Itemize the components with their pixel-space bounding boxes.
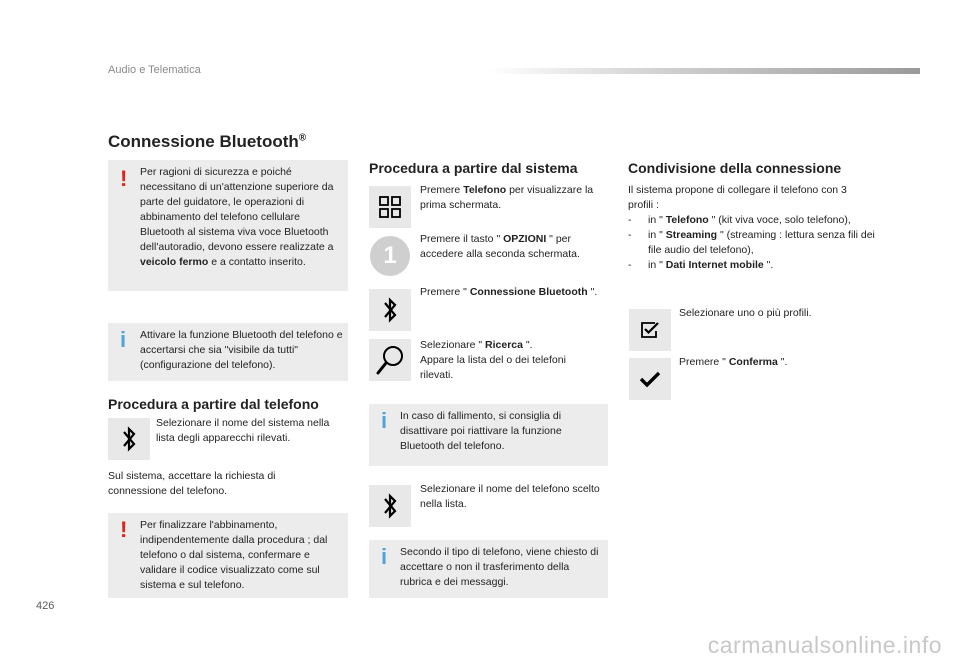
watermark: carmanualsonline.info — [707, 632, 942, 658]
profile-text-part: in " — [648, 214, 666, 226]
info-mark: i — [381, 408, 388, 433]
step-text-bold: OPZIONI — [503, 233, 547, 245]
info-text: Secondo il tipo di telefono, viene chiesto di accettare o non il trasferimento della rubrica e dei messaggi. — [400, 546, 599, 588]
header-rule — [488, 68, 920, 74]
step-text-bold: Connessione Bluetooth — [469, 286, 588, 298]
info-box-failure — [369, 404, 608, 466]
system-procedure-title: Procedura a partire dal sistema — [369, 160, 578, 176]
step-text-part: Premere " — [420, 286, 470, 298]
step-text-part: ". — [522, 339, 533, 351]
system-step2-text — [420, 232, 605, 262]
phone-procedure-title: Procedura a partire dal telefono — [108, 396, 319, 412]
info-mark: i — [381, 544, 388, 569]
profile-text — [648, 213, 851, 228]
info-text: In caso di fallimento, si consiglia di disattivare poi riattivare la funzione Bluetooth del telefono. — [400, 410, 562, 452]
profile-text — [648, 228, 878, 258]
page-title — [108, 132, 306, 152]
bluetooth-tile — [369, 485, 411, 527]
profile-item — [628, 258, 878, 273]
profile-text-part: in " — [648, 259, 666, 271]
share-intro-text: Il sistema propone di collegare il telefono con 3 profili : — [628, 184, 847, 211]
phone-step-text: Selezionare il nome del sistema nella lista degli apparecchi rilevati. — [156, 417, 330, 444]
checkbox-icon — [640, 321, 660, 339]
confirm-tile — [629, 358, 671, 400]
info-mark: i — [120, 327, 127, 352]
system-step1-text — [420, 183, 610, 213]
profile-text-bold: Dati Internet mobile — [665, 259, 764, 271]
info-text: Attivare la funzione Bluetooth del telefono e accertarsi che sia "visibile da tutti" (configurazione del telefono). — [140, 329, 343, 371]
profile-list — [628, 213, 878, 273]
warning-text-part: e a contatto inserito. — [208, 256, 306, 268]
list-dash: - — [628, 259, 632, 271]
step-text-part: ". — [587, 286, 598, 298]
info-box-contacts — [369, 540, 608, 598]
checkbox-tile — [629, 309, 671, 351]
list-dash: - — [628, 214, 632, 226]
system-step3-text — [420, 285, 620, 300]
profile-text-part: in " — [648, 229, 666, 241]
step-text-part: Premere il tasto " — [420, 233, 504, 245]
profile-text-part: ". — [763, 259, 774, 271]
list-dash: - — [628, 229, 632, 241]
profile-text-bold: Streaming — [665, 229, 718, 241]
step-text-part: Selezionare " — [420, 339, 486, 351]
confirm-text-part: ". — [777, 356, 788, 368]
warning-text — [140, 165, 342, 270]
step-number-badge: 1 — [370, 236, 410, 276]
profile-text — [648, 258, 773, 273]
system-step4-text — [420, 338, 600, 383]
search-magnifier-icon — [375, 344, 405, 376]
step-text-bold: Ricerca — [485, 339, 523, 351]
bluetooth-icon — [382, 296, 398, 324]
registered-mark: ® — [298, 132, 307, 144]
confirm-text-bold: Conferma — [728, 356, 778, 368]
apps-tile — [369, 186, 411, 228]
info-box-activate — [108, 323, 348, 381]
step-text-part: Premere — [420, 184, 464, 196]
profile-text-bold: Telefono — [665, 214, 709, 226]
section-title: Audio e Telematica — [108, 64, 201, 76]
profile-item — [628, 228, 878, 258]
share-connection-title: Condivisione della connessione — [628, 160, 842, 176]
step-text-part: " per accedere alla seconda schermata. — [420, 233, 580, 260]
apps-grid-icon — [379, 196, 401, 218]
confirm-text — [679, 355, 879, 370]
bluetooth-icon — [121, 425, 137, 453]
bluetooth-tile — [369, 289, 411, 331]
phone-accept-text: Sul sistema, accettare la richiesta di connessione del telefono. — [108, 470, 276, 497]
search-tile — [369, 339, 411, 381]
warning-text-part: Per ragioni di sicurezza e poiché necessitano di un'attenzione superiore da parte del guidatore, le operazioni di abbinamento del telefono cellulare Bluetooth al sistema viva voce Bluetooth dell'autoradio, devono essere realizzate a — [140, 166, 334, 253]
confirm-text-part: Premere " — [679, 356, 729, 368]
select-profiles-text: Selezionare uno o più profili. — [679, 307, 812, 319]
profile-text-part: " (streaming : lettura senza fili dei file audio del telefono), — [648, 229, 875, 256]
step-text-part: Appare la lista del o dei telefoni rilevati. — [420, 354, 566, 381]
profile-item — [628, 213, 878, 228]
page-number: 426 — [36, 600, 55, 612]
system-step5-text: Selezionare il nome del telefono scelto nella lista. — [420, 483, 600, 510]
warning-mark: ! — [120, 166, 128, 191]
bluetooth-icon — [382, 492, 398, 520]
bluetooth-tile — [108, 418, 150, 460]
step-text-bold: Telefono — [463, 184, 507, 196]
warning-text: Per finalizzare l'abbinamento, indipendentemente dalla procedura ; dal telefono o dal sistema, confermare e validare il codice visualizzato come sul sistema e sul telefono. — [140, 519, 328, 591]
checkmark-icon — [639, 370, 661, 388]
step-text-part: per visualizzare la prima schermata. — [420, 184, 594, 211]
warning-box-safety — [108, 160, 348, 291]
page-title-text: Connessione Bluetooth — [108, 132, 299, 151]
profile-text-part: " (kit viva voce, solo telefono), — [708, 214, 851, 226]
warning-mark: ! — [120, 517, 128, 542]
warning-text-bold: veicolo fermo — [140, 256, 209, 268]
warning-box-finalize — [108, 513, 348, 598]
